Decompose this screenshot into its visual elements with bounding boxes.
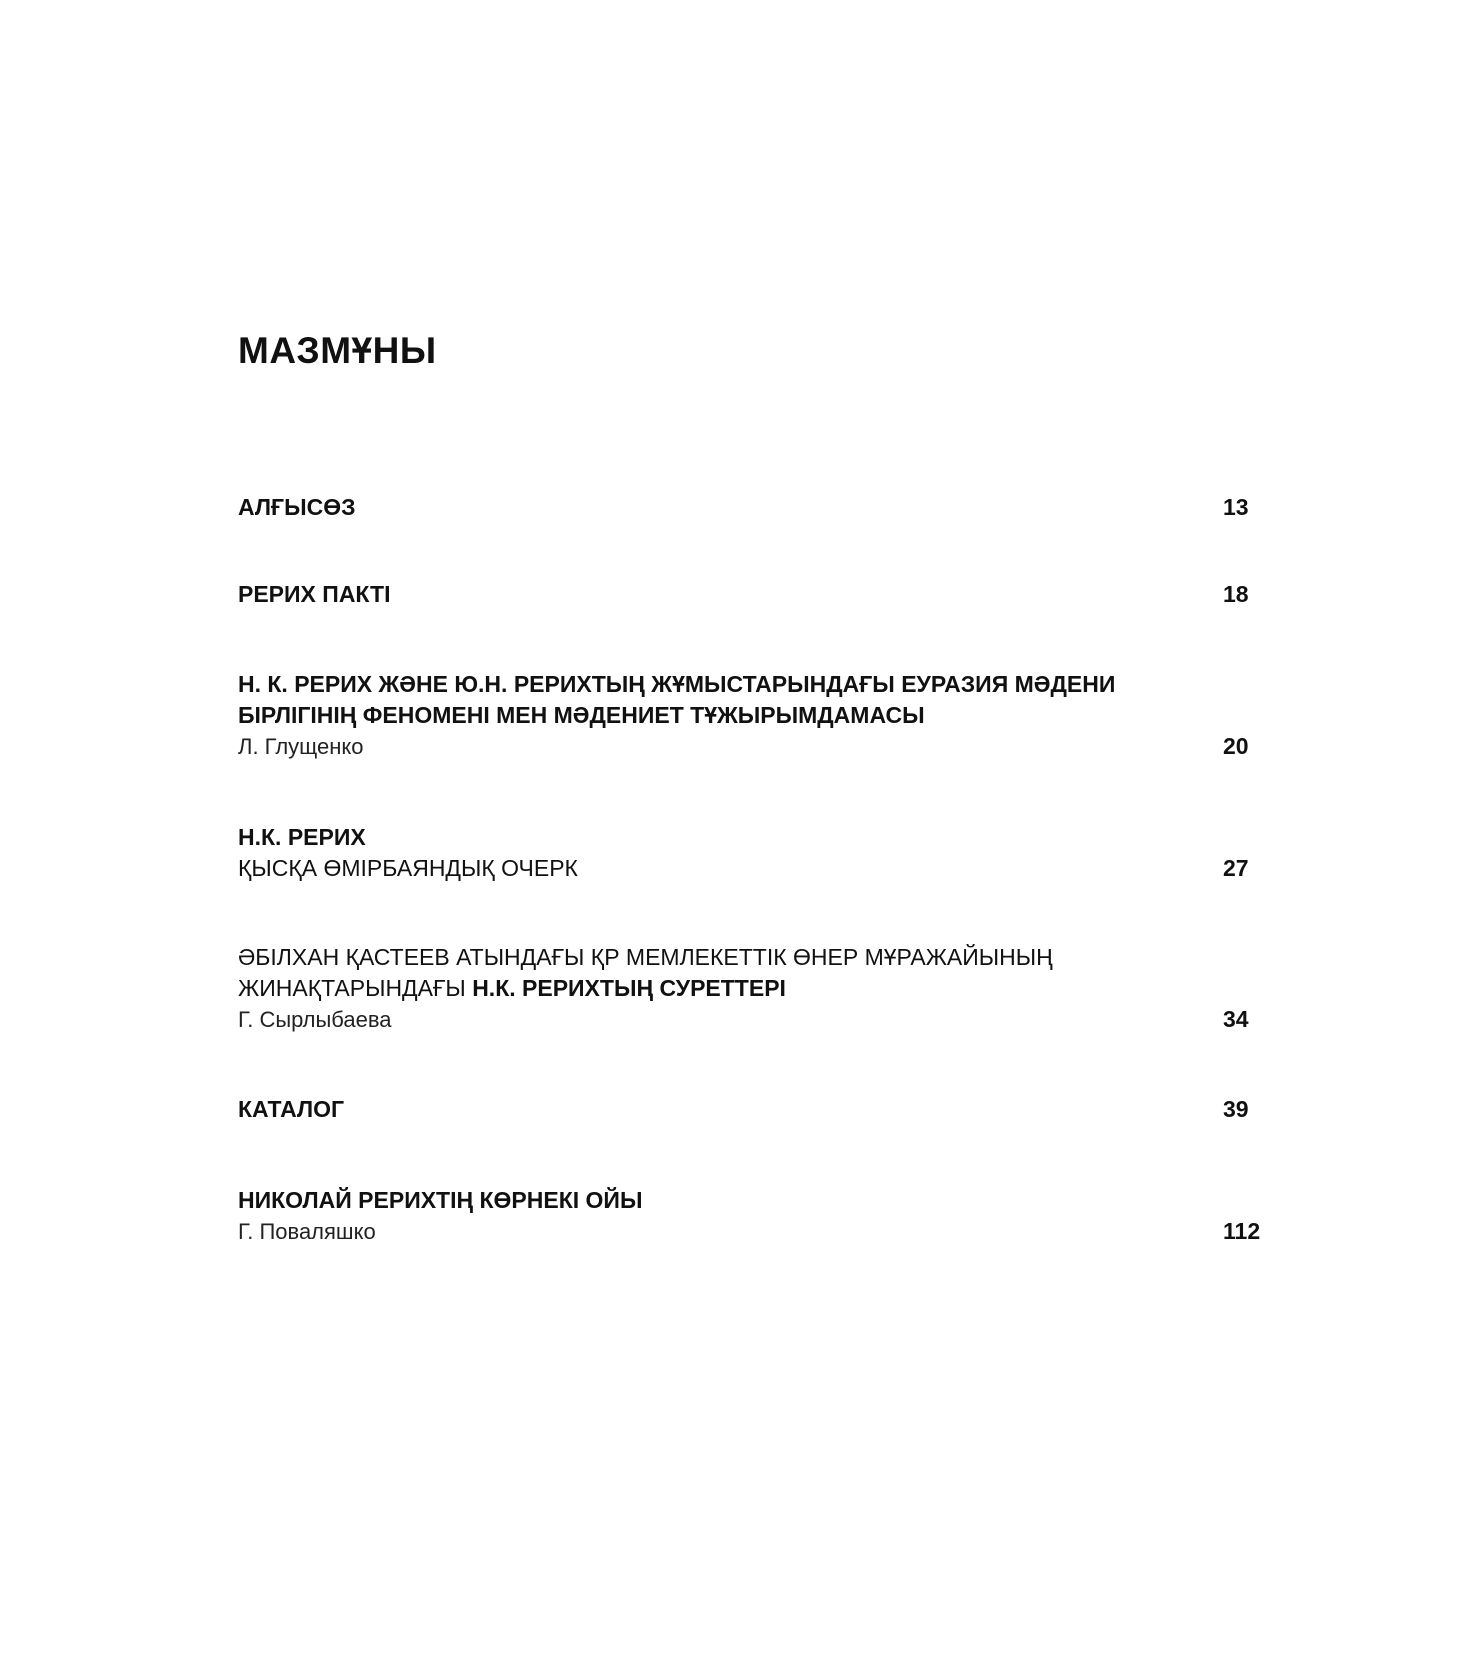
toc-entry-title: КАТАЛОГ: [238, 1096, 345, 1122]
toc-entry-title: НИКОЛАЙ РЕРИХТІҢ КӨРНЕКІ ОЙЫ: [238, 1187, 643, 1213]
toc-entry-title: РЕРИХ ПАКТІ: [238, 581, 391, 607]
toc-entry-title-line-1: Н. К. РЕРИХ ЖӘНЕ Ю.Н. РЕРИХТЫҢ ЖҰМЫСТАРЫНДАҒЫ ЕУРАЗИЯ МӘДЕНИ: [238, 671, 1116, 697]
toc-entry-title-line-2-regular: ЖИНАҚТАРЫНДАҒЫ: [238, 975, 466, 1001]
page-title: МАЗМҰНЫ: [238, 330, 437, 371]
toc-entry-roerich-visual-thought[interactable]: [238, 1185, 1268, 1247]
toc-page-number: 20: [1223, 733, 1249, 759]
toc-page-number: 18: [1223, 581, 1249, 607]
toc-entry-foreword[interactable]: [238, 492, 1268, 523]
toc-page-number: 27: [1223, 855, 1249, 881]
toc-page-number: 39: [1223, 1096, 1249, 1122]
toc-entry-author: Г. Поваляшко: [238, 1219, 376, 1244]
toc-entry-catalog[interactable]: [238, 1094, 1268, 1125]
toc-page-number: 112: [1223, 1218, 1261, 1244]
toc-entry-eurasia-culture[interactable]: [238, 669, 1268, 762]
toc-entry-museum-paintings[interactable]: [238, 942, 1268, 1035]
toc-entry-subtitle: ҚЫСҚА ӨМІРБАЯНДЫҚ ОЧЕРК: [238, 855, 578, 881]
toc-entry-title-line-1: ӘБІЛХАН ҚАСТЕЕВ АТЫНДАҒЫ ҚР МЕМЛЕКЕТТІК ӨНЕР МҰРАЖАЙЫНЫҢ: [238, 944, 1053, 970]
toc-entry-roerich-pact[interactable]: [238, 579, 1268, 610]
toc-entry-title-line-2: [238, 973, 1268, 1004]
toc-page-number: 34: [1223, 1006, 1249, 1032]
toc-page-number: 13: [1223, 494, 1249, 520]
toc-entry-roerich-biography[interactable]: [238, 822, 1268, 884]
toc-entry-author: Г. Сырлыбаева: [238, 1007, 392, 1032]
toc-entry-title: АЛҒЫСӨЗ: [238, 494, 356, 520]
toc-entry-title-line-2: БІРЛІГІНІҢ ФЕНОМЕНІ МЕН МӘДЕНИЕТ ТҰЖЫРЫМДАМАСЫ: [238, 702, 925, 728]
toc-entry-author: Л. Глущенко: [238, 734, 364, 759]
toc-entry-title-line-2-bold: Н.К. РЕРИХТЫҢ СУРЕТТЕРІ: [472, 975, 786, 1001]
toc-entry-title: Н.К. РЕРИХ: [238, 824, 366, 850]
